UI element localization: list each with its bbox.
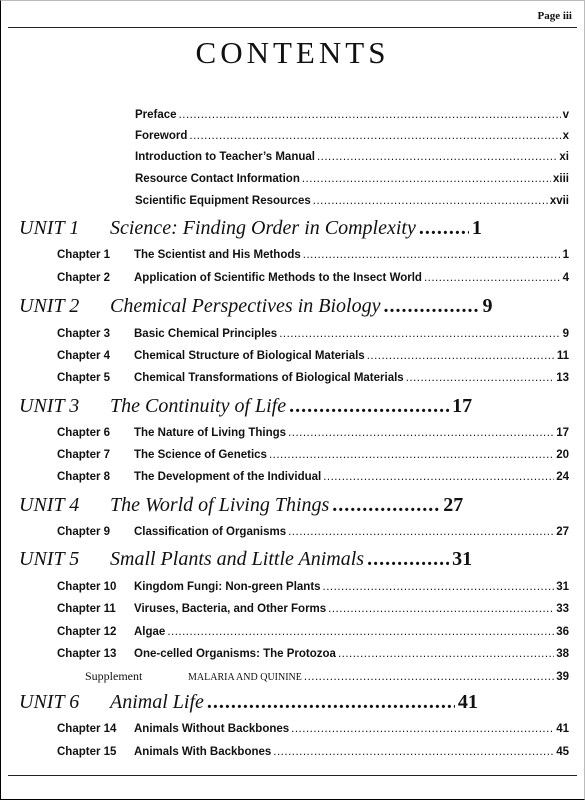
entry-page: 17 (556, 427, 569, 439)
unit-label: UNIT 2 (19, 295, 80, 317)
dot-leader (406, 372, 555, 384)
entry-title: Animals With Backbones (134, 746, 272, 758)
toc-entry-chapter-14[interactable] (13, 723, 569, 735)
chapter-label: Chapter 13 (57, 648, 117, 660)
entry-page: xiii (553, 173, 569, 185)
entry-page: 11 (556, 350, 569, 362)
entry-page: 36 (556, 626, 569, 638)
chapter-label: Chapter 14 (57, 723, 117, 735)
dot-leader (424, 272, 561, 284)
chapter-label: Chapter 12 (57, 626, 117, 638)
entry-title: The Development of the Individual (134, 471, 322, 483)
entry-title: Kingdom Fungi: Non-green Plants (134, 581, 321, 593)
unit-heading-6[interactable] (19, 691, 478, 714)
dot-leader (207, 691, 455, 714)
unit-heading-5[interactable] (19, 548, 472, 571)
dot-leader (189, 130, 560, 142)
entry-title: Introduction to Teacher’s Manual (135, 151, 315, 163)
entry-page: x (562, 130, 569, 142)
dot-leader (328, 603, 554, 615)
unit-heading-3[interactable] (19, 395, 472, 418)
toc-entry-chapter-6[interactable] (13, 427, 569, 439)
dot-leader (303, 249, 561, 261)
dot-leader (383, 295, 479, 318)
toc-entry-supplement[interactable] (13, 669, 569, 684)
toc-entry-chapter-12[interactable] (13, 626, 569, 638)
unit-label: UNIT 5 (19, 548, 80, 570)
unit-page: 27 (443, 494, 464, 516)
unit-title: Small Plants and Little Animals (110, 548, 365, 570)
dot-leader (367, 350, 555, 362)
unit-title: The World of Living Things (110, 494, 330, 516)
top-rule (8, 27, 577, 28)
entry-page: 24 (556, 471, 569, 483)
chapter-label: Chapter 2 (57, 272, 111, 284)
unit-label: UNIT 3 (19, 395, 80, 417)
entry-title: Chemical Transformations of Biological Materials (134, 372, 404, 384)
entry-page: 39 (556, 671, 569, 683)
entry-page: 4 (562, 272, 569, 284)
chapter-label: Chapter 7 (57, 449, 111, 461)
chapter-label: Chapter 9 (57, 526, 111, 538)
entry-title: Scientific Equipment Resources (135, 195, 311, 207)
dot-leader (317, 151, 557, 163)
toc-entry-chapter-10[interactable] (13, 581, 569, 593)
toc-entry-chapter-11[interactable] (13, 603, 569, 615)
entry-title: Chemical Structure of Biological Materials (134, 350, 365, 362)
unit-title: Science: Finding Order in Complexity (110, 217, 416, 239)
unit-title: Animal Life (110, 691, 204, 713)
entry-title: MALARIA AND QUININE (188, 672, 302, 683)
dot-leader (179, 109, 561, 121)
unit-heading-4[interactable] (19, 494, 463, 517)
dot-leader (167, 626, 554, 638)
page-number: Page iii (537, 10, 572, 22)
toc-entry-introduction[interactable] (135, 151, 569, 163)
unit-title: Chemical Perspectives in Biology (110, 295, 381, 317)
toc-entry-chapter-9[interactable] (13, 526, 569, 538)
toc-entry-chapter-15[interactable] (13, 746, 569, 758)
unit-page: 1 (471, 217, 482, 239)
unit-page: 31 (452, 548, 473, 570)
unit-heading-1[interactable] (19, 217, 482, 240)
unit-label: UNIT 4 (19, 494, 80, 516)
unit-page: 9 (482, 295, 493, 317)
dot-leader (288, 526, 554, 538)
unit-page: 17 (452, 395, 473, 417)
dot-leader (323, 471, 554, 483)
dot-leader (313, 195, 548, 207)
entry-title: The Nature of Living Things (134, 427, 287, 439)
dot-leader (291, 723, 554, 735)
chapter-label: Chapter 4 (57, 350, 111, 362)
supplement-label: Supplement (85, 669, 143, 683)
entry-title: Animals Without Backbones (134, 723, 290, 735)
entry-page: 13 (556, 372, 569, 384)
dot-leader (304, 671, 554, 683)
chapter-label: Chapter 5 (57, 372, 111, 384)
dot-leader (279, 328, 560, 340)
toc-entry-chapter-3[interactable] (13, 328, 569, 340)
entry-page: 41 (556, 723, 569, 735)
unit-title: The Continuity of Life (110, 395, 287, 417)
entry-title: Algae (134, 626, 166, 638)
chapter-label: Chapter 6 (57, 427, 111, 439)
unit-heading-2[interactable] (19, 295, 492, 318)
entry-page: 31 (556, 581, 569, 593)
unit-page: 41 (457, 691, 478, 713)
toc-entry-equipment-resources[interactable] (135, 195, 569, 207)
entry-page: 45 (556, 746, 569, 758)
dot-leader (338, 648, 554, 660)
entry-page: xi (559, 151, 569, 163)
entry-page: v (562, 109, 569, 121)
dot-leader (332, 494, 440, 517)
toc-entry-chapter-4[interactable] (13, 350, 569, 362)
entry-title: Resource Contact Information (135, 173, 300, 185)
toc-entry-chapter-8[interactable] (13, 471, 569, 483)
entry-title: Basic Chemical Principles (134, 328, 278, 340)
chapter-label: Chapter 3 (57, 328, 111, 340)
toc-entry-foreword[interactable] (135, 130, 569, 142)
dot-leader (323, 581, 555, 593)
toc-entry-chapter-13[interactable] (13, 648, 569, 660)
dot-leader (269, 449, 554, 461)
entry-title: Classification of Organisms (134, 526, 287, 538)
entry-page: xvii (549, 195, 569, 207)
unit-label: UNIT 6 (19, 691, 80, 713)
entry-title: Foreword (135, 130, 188, 142)
entry-page: 33 (556, 603, 569, 615)
dot-leader (367, 548, 449, 571)
entry-title: Viruses, Bacteria, and Other Forms (134, 603, 327, 615)
dot-leader (288, 427, 554, 439)
chapter-label: Chapter 10 (57, 581, 117, 593)
dot-leader (302, 173, 551, 185)
entry-page: 20 (556, 449, 569, 461)
chapter-label: Chapter 1 (57, 249, 111, 261)
chapter-label: Chapter 8 (57, 471, 111, 483)
entry-page: 27 (556, 526, 569, 538)
entry-title: The Science of Genetics (134, 449, 267, 461)
dot-leader (289, 395, 449, 418)
toc-entry-chapter-2[interactable] (13, 272, 569, 284)
page-title: CONTENTS (195, 35, 390, 70)
toc-entry-resource-contact[interactable] (135, 173, 569, 185)
toc-entry-chapter-5[interactable] (13, 372, 569, 384)
dot-leader (273, 746, 554, 758)
entry-title: Application of Scientific Methods to the Insect World (134, 272, 422, 284)
toc-entry-chapter-1[interactable] (13, 249, 569, 261)
bottom-rule (8, 775, 577, 776)
unit-label: UNIT 1 (19, 217, 80, 239)
entry-title: Preface (135, 109, 177, 121)
chapter-label: Chapter 15 (57, 746, 117, 758)
toc-entry-chapter-7[interactable] (13, 449, 569, 461)
dot-leader (419, 217, 469, 240)
entry-page: 1 (562, 249, 569, 261)
chapter-label: Chapter 11 (57, 603, 116, 615)
entry-title: One-celled Organisms: The Protozoa (134, 648, 336, 660)
entry-title: The Scientist and His Methods (134, 249, 301, 261)
toc-entry-preface[interactable] (135, 109, 569, 121)
entry-page: 38 (556, 648, 569, 660)
entry-page: 9 (562, 328, 569, 340)
